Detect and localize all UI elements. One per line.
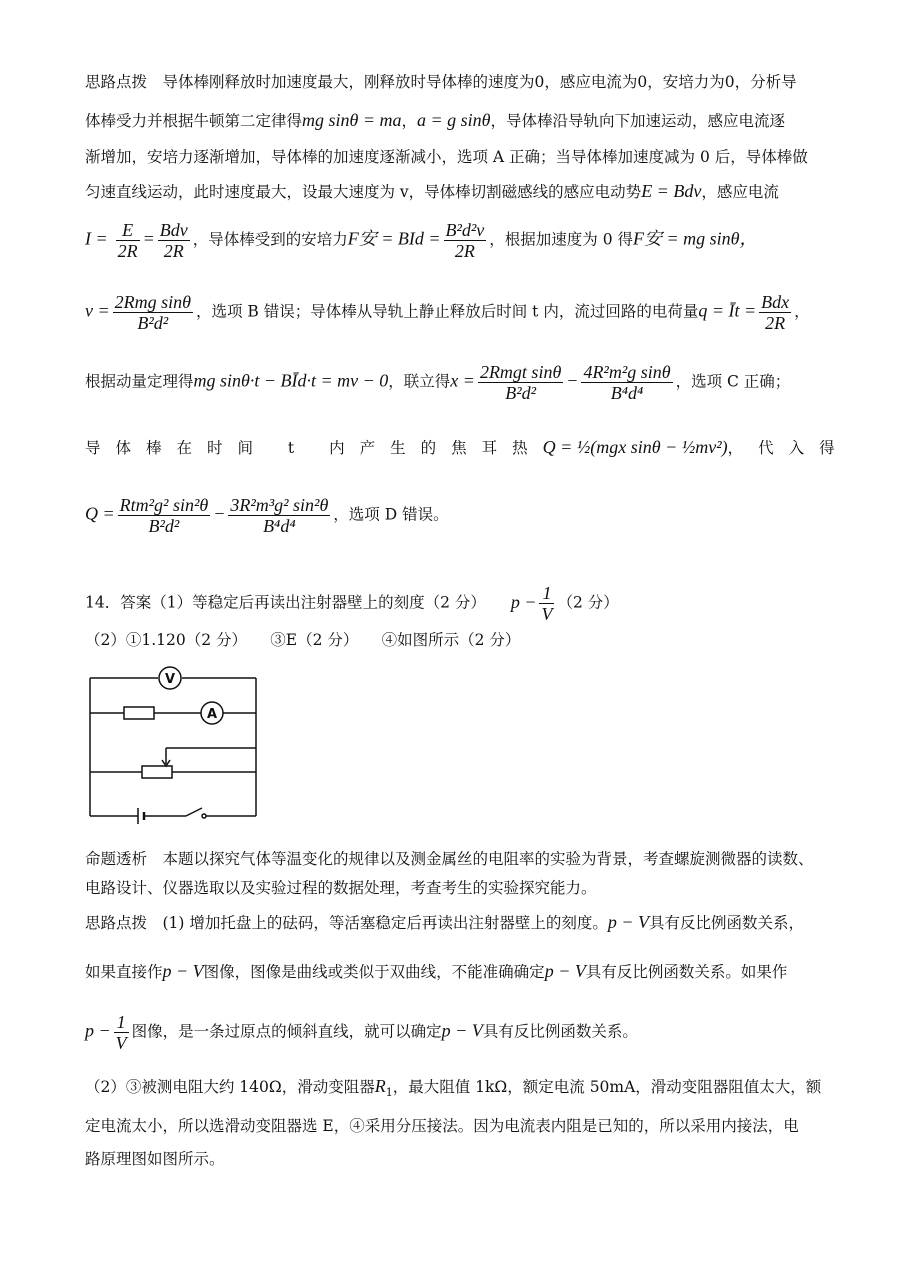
text: 定电流太小，所以选滑动变阻器选 E，④采用分压接法。因为电流表内阻是已知的，所以采用内接法，电 xyxy=(85,1117,799,1135)
denominator: 2R xyxy=(117,241,138,261)
switch-lever xyxy=(186,808,202,816)
text: 图像，图像是曲线或类似于双曲线，不能准确确定 xyxy=(203,963,545,981)
text: 命题透析 本题以探究气体等温变化的规律以及测金属丝的电阻率的实验为背景，考查螺旋测微器的读数、 xyxy=(85,850,814,868)
analysis2-line-5 xyxy=(85,1012,820,1053)
text: （2 分） xyxy=(557,593,619,612)
fraction xyxy=(478,362,563,403)
analysis2-line-3 xyxy=(85,912,820,933)
equation-newton: mg sinθ = ma xyxy=(302,110,402,130)
analysis-line-7 xyxy=(85,362,820,403)
denominator: B²d² xyxy=(505,383,536,403)
equation-v-lhs: v = xyxy=(85,300,110,321)
equation-q-lhs: q = Īt = xyxy=(698,300,757,321)
analysis-line-1 xyxy=(85,72,820,92)
resistor-symbol xyxy=(124,707,154,719)
analysis2-line-6 xyxy=(85,1076,820,1103)
minus-sign: − xyxy=(566,370,579,391)
text: ， xyxy=(794,302,810,321)
fraction xyxy=(759,292,791,333)
analysis2-line-7 xyxy=(85,1116,820,1136)
text: 匀速直线运动，此时速度最大，设最大速度为 v，导体棒切割磁感线的感应电动势 xyxy=(85,183,642,201)
denominator: 2R xyxy=(163,241,184,261)
equation-pv: p − V xyxy=(162,961,204,981)
variable-r: R xyxy=(374,1076,386,1096)
text: 路原理图如图所示。 xyxy=(85,1150,225,1168)
equation-current-lhs: I = xyxy=(85,228,108,249)
switch-contact xyxy=(202,814,206,818)
fraction xyxy=(118,495,211,536)
fraction xyxy=(581,362,672,403)
q14-answer-line-2 xyxy=(85,630,820,650)
analysis-line-4 xyxy=(85,181,820,202)
text: ，联立得 xyxy=(388,372,451,391)
denominator: B²d² xyxy=(148,516,180,536)
text: 思路点拨 (1) 增加托盘上的砝码，等活塞稳定后再读出注射器壁上的刻度。 xyxy=(85,914,608,932)
denominator: B⁴d⁴ xyxy=(610,383,644,403)
equation-joule-heat: Q = ½(mgx sinθ − ½mv²) xyxy=(542,437,728,457)
fraction xyxy=(539,583,554,624)
analysis2-line-4 xyxy=(85,961,820,982)
text: ，感应电流 xyxy=(701,183,779,201)
numerator: B²d²v xyxy=(445,220,485,240)
numerator: 1 xyxy=(539,583,554,604)
q14-answer-line-1 xyxy=(85,583,820,624)
voltmeter-label: V xyxy=(164,672,176,687)
text: 体棒受力并根据牛顿第二定律得 xyxy=(85,112,303,130)
numerator: Rtm²g² sin²θ xyxy=(119,495,209,515)
text: ，选项 B 错误；导体棒从导轨上静止释放后时间 t 内，流过回路的电荷量 xyxy=(195,302,699,321)
analysis-line-8 xyxy=(85,437,850,458)
numerator: 4R²m²g sinθ xyxy=(583,362,671,382)
minus-sign: − xyxy=(213,503,226,524)
text: 思路点拨 导体棒刚释放时加速度最大，刚释放时导体棒的速度为0，感应电流为0，安培力为0，分析导 xyxy=(85,73,797,91)
numerator: 2Rmgt sinθ xyxy=(479,362,562,382)
rheostat-symbol xyxy=(142,766,172,778)
numerator: Bdv xyxy=(159,220,188,240)
text: ，最大阻值 1kΩ，额定电流 50mA，滑动变阻器阻值太大，额 xyxy=(392,1078,822,1096)
text: 根据动量定理得 xyxy=(85,372,194,391)
text: （2）①1.120（2 分） ③E（2 分） ④如图所示（2 分） xyxy=(85,631,521,649)
equation-x-lhs: x = xyxy=(450,370,475,391)
numerator: Bdx xyxy=(761,292,790,312)
equation-pv: p − V xyxy=(441,1020,483,1041)
fraction xyxy=(113,292,193,333)
fraction xyxy=(116,220,140,261)
text: 导体棒在时间 t 内产生的焦耳热 xyxy=(85,439,543,457)
analysis-line-9 xyxy=(85,495,820,536)
text: 具有反比例函数关系， xyxy=(649,914,805,932)
text: ，选项 C 正确； xyxy=(675,372,791,391)
numerator: 2Rmg sinθ xyxy=(114,292,191,312)
analysis-line-2 xyxy=(85,110,820,131)
text: 14．答案（1）等稳定后再读出注射器壁上的刻度（2 分） xyxy=(85,593,486,612)
text: 具有反比例函数关系。如果作 xyxy=(585,963,788,981)
fraction xyxy=(158,220,190,261)
text: ，导体棒受到的安培力 xyxy=(192,230,348,249)
numerator: E xyxy=(116,220,140,241)
equation-pv: p − V xyxy=(544,961,586,981)
equation-acceleration: a = g sinθ xyxy=(417,110,491,130)
analysis2-line-1 xyxy=(85,849,820,869)
denominator: 2R xyxy=(454,241,475,261)
equation-momentum: mg sinθ·t − BĪd·t = mv − 0 xyxy=(193,370,389,391)
numerator: 1 xyxy=(114,1012,129,1033)
analysis-line-6 xyxy=(85,292,820,333)
text: ，选项 D 错误。 xyxy=(333,505,449,524)
equation-pv: p − V xyxy=(607,912,650,932)
text: 渐增加，安培力逐渐增加，导体棒的加速度逐渐减小，选项 A 正确；当导体棒加速度减为 0 后，导体棒做 xyxy=(85,148,808,166)
text: 电路设计、仪器选取以及实验过程的数据处理，考查考生的实验探究能力。 xyxy=(85,879,597,897)
text: （2）③被测电阻大约 140Ω，滑动变阻器 xyxy=(85,1078,375,1096)
text: 具有反比例函数关系。 xyxy=(482,1022,638,1041)
numerator: 3R²m³g² sin²θ xyxy=(230,495,329,515)
analysis2-line-2 xyxy=(85,878,820,898)
equation-force: F安 = mg sinθ， xyxy=(633,228,758,249)
denominator: V xyxy=(115,1033,127,1053)
denominator: B⁴d⁴ xyxy=(263,516,296,536)
ammeter-label: A xyxy=(206,707,218,722)
equation-q-lhs: Q = xyxy=(85,503,115,524)
text: ， xyxy=(401,112,418,130)
text: 如果直接作 xyxy=(85,963,163,981)
denominator: 2R xyxy=(765,313,786,333)
analysis-line-5: I = $\frac{E}{2R}$ = $\frac{\text{Bdv}}{2R}$ ，导体棒受到的安培力F安 = BId = $\frac{\text{B²d²v}}{2R}$ ，根据加速度为 0 得F安 = mg sinθ， xyxy=(85,220,758,261)
fraction xyxy=(444,220,487,261)
text: 图像，是一条过原点的倾斜直线，就可以确定 xyxy=(131,1022,442,1041)
circuit-diagram xyxy=(80,662,270,832)
equation-p: p − xyxy=(510,591,537,612)
equation-force-lhs: F安 = BId = xyxy=(347,228,441,249)
analysis2-line-8 xyxy=(85,1149,820,1169)
analysis-line-3 xyxy=(85,147,820,167)
equation-p: p − xyxy=(85,1020,111,1041)
subscript: 1 xyxy=(385,1086,393,1100)
fraction xyxy=(114,1012,129,1053)
text: ，根据加速度为 0 得 xyxy=(489,230,634,249)
text: ，导体棒沿导轨向下加速运动，感应电流逐 xyxy=(490,112,786,130)
equation-emf: E = Bdv xyxy=(641,181,702,201)
denominator: V xyxy=(541,604,553,624)
fraction xyxy=(228,495,330,536)
text: ，代入得 xyxy=(727,439,850,457)
denominator: B²d² xyxy=(137,313,169,333)
